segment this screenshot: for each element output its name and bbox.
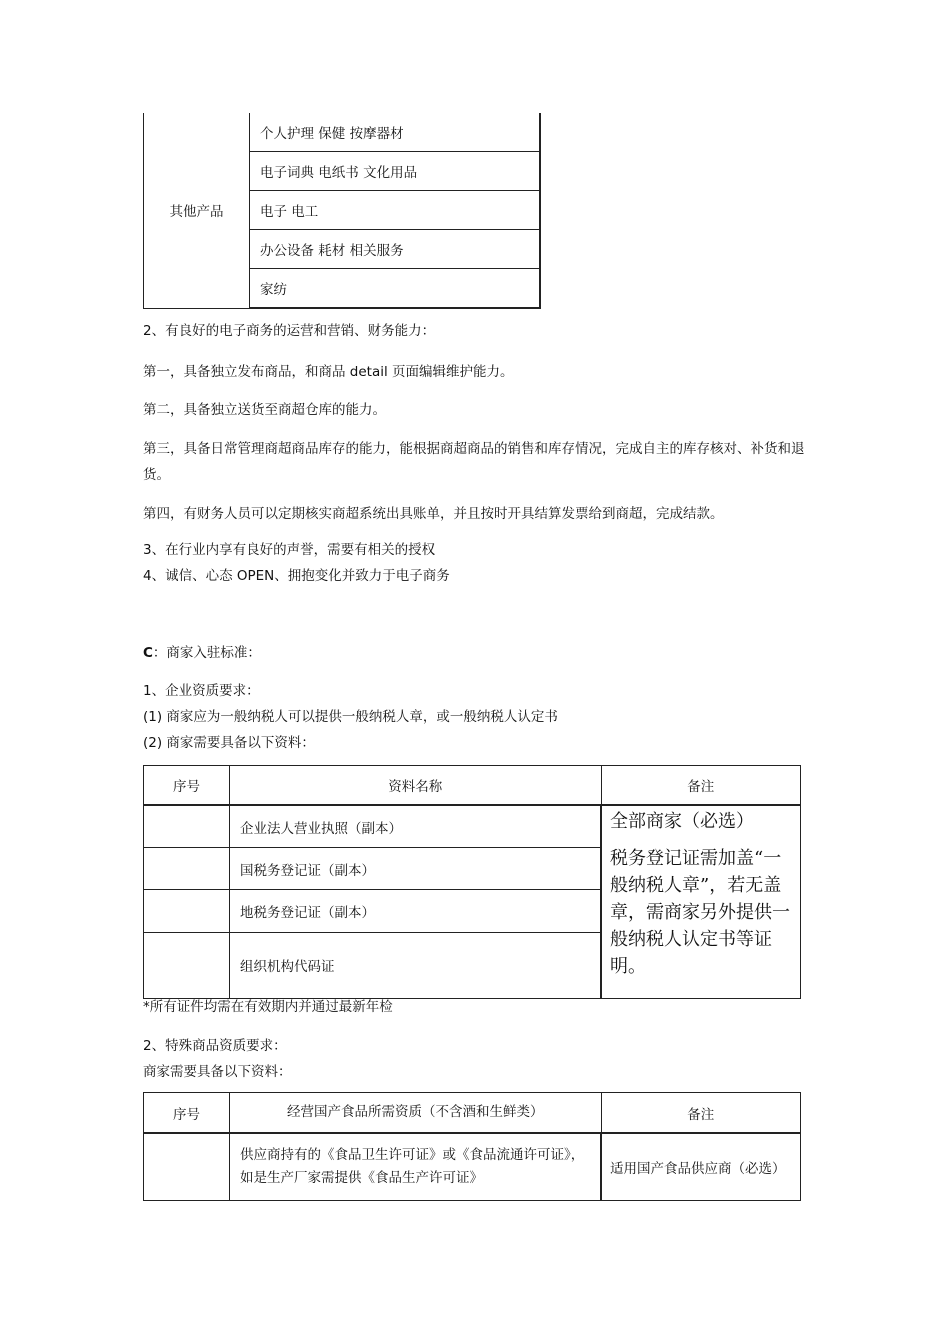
material-name: 企业法人营业执照（副本） xyxy=(230,805,602,848)
qualification-line-2: 如是生产厂家需提供《食品生产许可证》 xyxy=(240,1170,483,1186)
partC-heading xyxy=(143,643,261,663)
point-2: 第二，具备独立送货至商超仓库的能力。 xyxy=(143,402,386,418)
product-item: 电子词典 电纸书 文化用品 xyxy=(250,152,541,191)
material-name: 国税务登记证（副本） xyxy=(230,848,602,890)
section3: 3、在行业内享有良好的声誉，需要有相关的授权 xyxy=(143,542,436,558)
product-item: 家纺 xyxy=(250,269,541,309)
row-index xyxy=(144,805,230,848)
product-item: 个人护理 保健 按摩器材 xyxy=(250,113,541,152)
partC-title: ：商家入驻标准： xyxy=(152,645,261,661)
qualification-note: 适用国产食品供应商（必选） xyxy=(601,1133,801,1201)
header-name: 资料名称 xyxy=(230,766,602,806)
partC-req1: (1) 商家应为一般纳税人可以提供一般纳税人章，或一般纳税人认定书 xyxy=(143,709,558,725)
header-qualification: 经营国产食品所需资质（不含酒和生鲜类） xyxy=(230,1093,602,1134)
point-4: 第四，有财务人员可以定期核实商超系统出具账单，并且按时开具结算发票给到商超，完成结款。 xyxy=(143,506,724,522)
footnote: *所有证件均需在有效期内并通过最新年检 xyxy=(143,999,393,1015)
product-item: 电子 电工 xyxy=(250,191,541,230)
material-name: 地税务登记证（副本） xyxy=(230,890,602,932)
qualification-line-1: 供应商持有的《食品卫生许可证》或《食品流通许可证》， xyxy=(240,1147,585,1163)
partC-sub1: 1、企业资质要求： xyxy=(143,683,260,699)
partC-label: C xyxy=(143,645,153,661)
material-name: 组织机构代码证 xyxy=(230,932,602,998)
header-note: 备注 xyxy=(601,766,801,806)
header-index: 序号 xyxy=(144,1093,230,1134)
section4: 4、诚信、心态 OPEN、拥抱变化并致力于电子商务 xyxy=(143,568,450,584)
food-qualification-table xyxy=(143,1092,801,1201)
note-cell xyxy=(601,805,801,999)
row-index xyxy=(144,848,230,890)
special-sub: 商家需要具备以下资料： xyxy=(143,1064,292,1080)
note-all-merchants: 全部商家（必选） xyxy=(610,811,754,832)
qualification-text xyxy=(230,1133,602,1201)
product-item: 办公设备 耗材 相关服务 xyxy=(250,230,541,269)
row-index xyxy=(144,890,230,932)
partC-req2: (2) 商家需要具备以下资料： xyxy=(143,735,315,751)
special-heading: 2、特殊商品资质要求： xyxy=(143,1038,287,1054)
point-3: 第三，具备日常管理商超商品库存的能力，能根据商超商品的销售和库存情况，完成自主的库存核对、补货和退货。 xyxy=(143,441,805,483)
section2-heading: 2、有良好的电子商务的运营和营销、财务能力： xyxy=(143,323,436,339)
point-1: 第一，具备独立发布商品，和商品 detail 页面编辑维护能力。 xyxy=(143,364,514,380)
header-note: 备注 xyxy=(601,1093,801,1134)
other-products-table xyxy=(143,113,541,309)
row-index xyxy=(144,932,230,998)
materials-table xyxy=(143,765,801,999)
header-index: 序号 xyxy=(144,766,230,806)
note-tax-stamp: 税务登记证需加盖“一般纳税人章”，若无盖章，需商家另外提供一般纳税人认定书等证明。 xyxy=(610,848,790,977)
row-index xyxy=(144,1133,230,1201)
category-cell: 其他产品 xyxy=(144,113,250,308)
